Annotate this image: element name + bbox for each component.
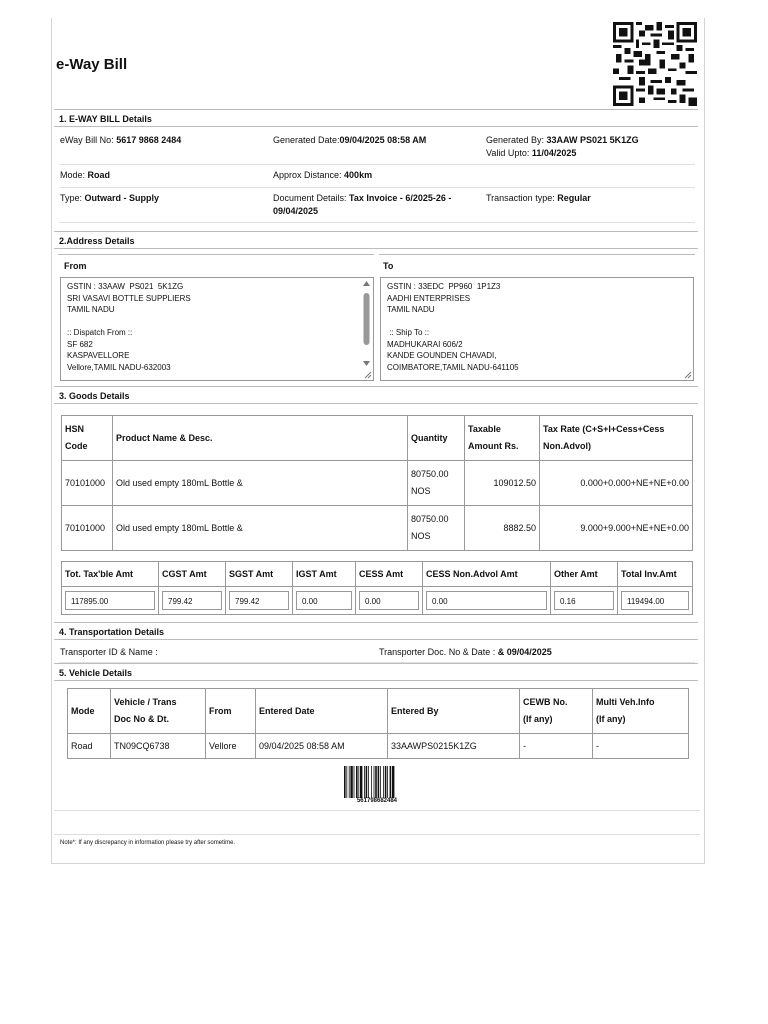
address-line: KANDE GOUNDEN CHAVADI, bbox=[387, 351, 497, 360]
section-address-details: 2.Address Details bbox=[54, 231, 698, 249]
other-header: Other Amt bbox=[551, 562, 618, 587]
total-taxable-field[interactable]: 117895.00 bbox=[65, 591, 155, 610]
transporter-id: Transporter ID & Name : bbox=[60, 647, 158, 657]
igst-header: IGST Amt bbox=[293, 562, 356, 587]
address-line: :: Ship To :: bbox=[387, 328, 430, 337]
entered-by-header: Entered By bbox=[388, 689, 520, 734]
multi-veh-header: Multi Veh.Info (If any) bbox=[593, 689, 689, 734]
vehicle-header-row bbox=[68, 689, 689, 734]
entered-date-cell: 09/04/2025 08:58 AM bbox=[256, 734, 388, 759]
product-cell: Old used empty 180mL Bottle & bbox=[113, 506, 408, 551]
cess-non-advol-field[interactable]: 0.00 bbox=[426, 591, 547, 610]
hsn-cell: 70101000 bbox=[62, 461, 113, 506]
vehicle-number-cell: TN09CQ6738 bbox=[111, 734, 206, 759]
quantity-cell: 80750.00 NOS bbox=[408, 506, 465, 551]
scrollbar[interactable] bbox=[362, 281, 371, 371]
section-goods-details: 3. Goods Details bbox=[54, 386, 698, 404]
vehicle-from-cell: Vellore bbox=[206, 734, 256, 759]
hsn-header: HSN Code bbox=[62, 416, 113, 461]
address-line: GSTIN : 33AAW PS021 5K1ZG bbox=[67, 282, 184, 291]
ewb-number: eWay Bill No: 5617 9868 2484 bbox=[60, 135, 182, 145]
divider bbox=[54, 834, 700, 835]
table-row bbox=[62, 461, 693, 506]
cess-header: CESS Amt bbox=[356, 562, 423, 587]
other-field[interactable]: 0.16 bbox=[554, 591, 614, 610]
eway-bill-page bbox=[51, 18, 705, 864]
address-line: SRI VASAVI BOTTLE SUPPLIERS bbox=[67, 293, 191, 303]
transaction-type: Transaction type: Regular bbox=[486, 193, 591, 203]
mode: Mode: Road bbox=[60, 170, 111, 180]
total-taxable-cell bbox=[62, 587, 159, 615]
sgst-header: SGST Amt bbox=[226, 562, 293, 587]
ewb-row-3 bbox=[59, 188, 695, 223]
to-address-lines bbox=[387, 281, 687, 373]
sgst-cell bbox=[226, 587, 293, 615]
tax-rate-header: Tax Rate (C+S+I+Cess+Cess Non.Advol) bbox=[540, 416, 693, 461]
document-details: Document Details: Tax Invoice - 6/2025-26 - 09/04/2025 bbox=[273, 193, 452, 216]
goods-table bbox=[61, 415, 693, 551]
approx-distance: Approx Distance: 400km bbox=[273, 170, 373, 180]
entered-by-cell: 33AAWPS0215K1ZG bbox=[388, 734, 520, 759]
table-row bbox=[62, 506, 693, 551]
from-header: From bbox=[206, 689, 256, 734]
to-label: To bbox=[383, 261, 394, 271]
ewb-row-2 bbox=[59, 165, 695, 188]
vehicle-mode-cell: Road bbox=[68, 734, 111, 759]
generated-by: Generated By: 33AAW PS021 5K1ZG Valid Upto: 11/04/2025 bbox=[486, 135, 639, 158]
from-address-lines bbox=[67, 281, 367, 373]
mode-header: Mode bbox=[68, 689, 111, 734]
entered-date-header: Entered Date bbox=[256, 689, 388, 734]
barcode-number: 561798682484 bbox=[356, 798, 398, 804]
totals-value-row bbox=[62, 587, 693, 615]
transport-row bbox=[59, 642, 695, 663]
total-taxable-header: Tot. Tax'ble Amt bbox=[62, 562, 159, 587]
tax-rate-cell: 9.000+9.000+NE+NE+0.00 bbox=[540, 506, 693, 551]
to-address-textarea[interactable] bbox=[380, 277, 694, 381]
multi-veh-cell: - bbox=[593, 734, 689, 759]
barcode bbox=[344, 766, 410, 798]
totals-table bbox=[61, 561, 693, 615]
cewb-header: CEWB No. (If any) bbox=[520, 689, 593, 734]
qr-code bbox=[610, 22, 700, 106]
address-line: :: Dispatch From :: bbox=[67, 328, 133, 337]
from-panel bbox=[58, 254, 374, 383]
cess-field[interactable]: 0.00 bbox=[359, 591, 419, 610]
address-line: AADHI ENTERPRISES bbox=[387, 293, 471, 303]
hsn-cell: 70101000 bbox=[62, 506, 113, 551]
to-panel bbox=[379, 254, 695, 383]
vehicle-header: Vehicle / Trans Doc No & Dt. bbox=[111, 689, 206, 734]
goods-header-row bbox=[62, 416, 693, 461]
generated-date: Generated Date:09/04/2025 08:58 AM bbox=[273, 135, 427, 145]
address-line: KASPAVELLORE bbox=[67, 351, 130, 360]
sgst-field[interactable]: 799.42 bbox=[229, 591, 289, 610]
vehicle-table bbox=[67, 688, 689, 759]
taxable-cell: 8882.50 bbox=[465, 506, 540, 551]
address-line: MADHUKARAI 606/2 bbox=[387, 339, 463, 349]
from-address-textarea[interactable] bbox=[60, 277, 374, 381]
divider bbox=[54, 810, 700, 811]
table-row bbox=[68, 734, 689, 759]
section-transportation-details: 4. Transportation Details bbox=[54, 622, 698, 640]
address-line: COIMBATORE,TAMIL NADU-641105 bbox=[387, 362, 519, 372]
address-line: TAMIL NADU bbox=[387, 305, 435, 314]
address-line: SF 682 bbox=[67, 339, 93, 349]
cgst-header: CGST Amt bbox=[159, 562, 226, 587]
cewb-cell: - bbox=[520, 734, 593, 759]
resize-handle-icon[interactable] bbox=[364, 371, 372, 379]
from-label: From bbox=[64, 261, 87, 271]
cgst-cell bbox=[159, 587, 226, 615]
supply-type: Type: Outward - Supply bbox=[60, 193, 160, 203]
page-title: e-Way Bill bbox=[56, 56, 128, 73]
cess-non-advol-cell bbox=[423, 587, 551, 615]
cess-cell bbox=[356, 587, 423, 615]
section-vehicle-details: 5. Vehicle Details bbox=[54, 663, 698, 681]
igst-field[interactable]: 0.00 bbox=[296, 591, 352, 610]
ewb-row-1 bbox=[59, 130, 695, 165]
note-text: Note*: If any discrepancy in information please try after sometime. bbox=[60, 840, 236, 846]
taxable-header: Taxable Amount Rs. bbox=[465, 416, 540, 461]
transporter-doc: Transporter Doc. No & Date : & 09/04/2025 bbox=[379, 647, 552, 657]
address-line bbox=[387, 316, 687, 328]
product-header: Product Name & Desc. bbox=[113, 416, 408, 461]
tax-rate-cell: 0.000+0.000+NE+NE+0.00 bbox=[540, 461, 693, 506]
cess-non-advol-header: CESS Non.Advol Amt bbox=[423, 562, 551, 587]
product-cell: Old used empty 180mL Bottle & bbox=[113, 461, 408, 506]
cgst-field[interactable]: 799.42 bbox=[162, 591, 222, 610]
totals-header-row bbox=[62, 562, 693, 587]
taxable-cell: 109012.50 bbox=[465, 461, 540, 506]
igst-cell bbox=[293, 587, 356, 615]
other-cell bbox=[551, 587, 618, 615]
address-line: Vellore,TAMIL NADU-632003 bbox=[67, 362, 171, 372]
total-inv-header: Total Inv.Amt bbox=[618, 562, 693, 587]
resize-handle-icon[interactable] bbox=[684, 371, 692, 379]
section-ewb-details: 1. E-WAY BILL Details bbox=[54, 109, 698, 127]
quantity-header: Quantity bbox=[408, 416, 465, 461]
total-inv-cell bbox=[618, 587, 693, 615]
address-line bbox=[67, 316, 367, 328]
address-line: TAMIL NADU bbox=[67, 305, 115, 314]
quantity-cell: 80750.00 NOS bbox=[408, 461, 465, 506]
total-inv-field[interactable]: 119494.00 bbox=[621, 591, 689, 610]
address-line: GSTIN : 33EDC PP960 1P1Z3 bbox=[387, 282, 501, 291]
